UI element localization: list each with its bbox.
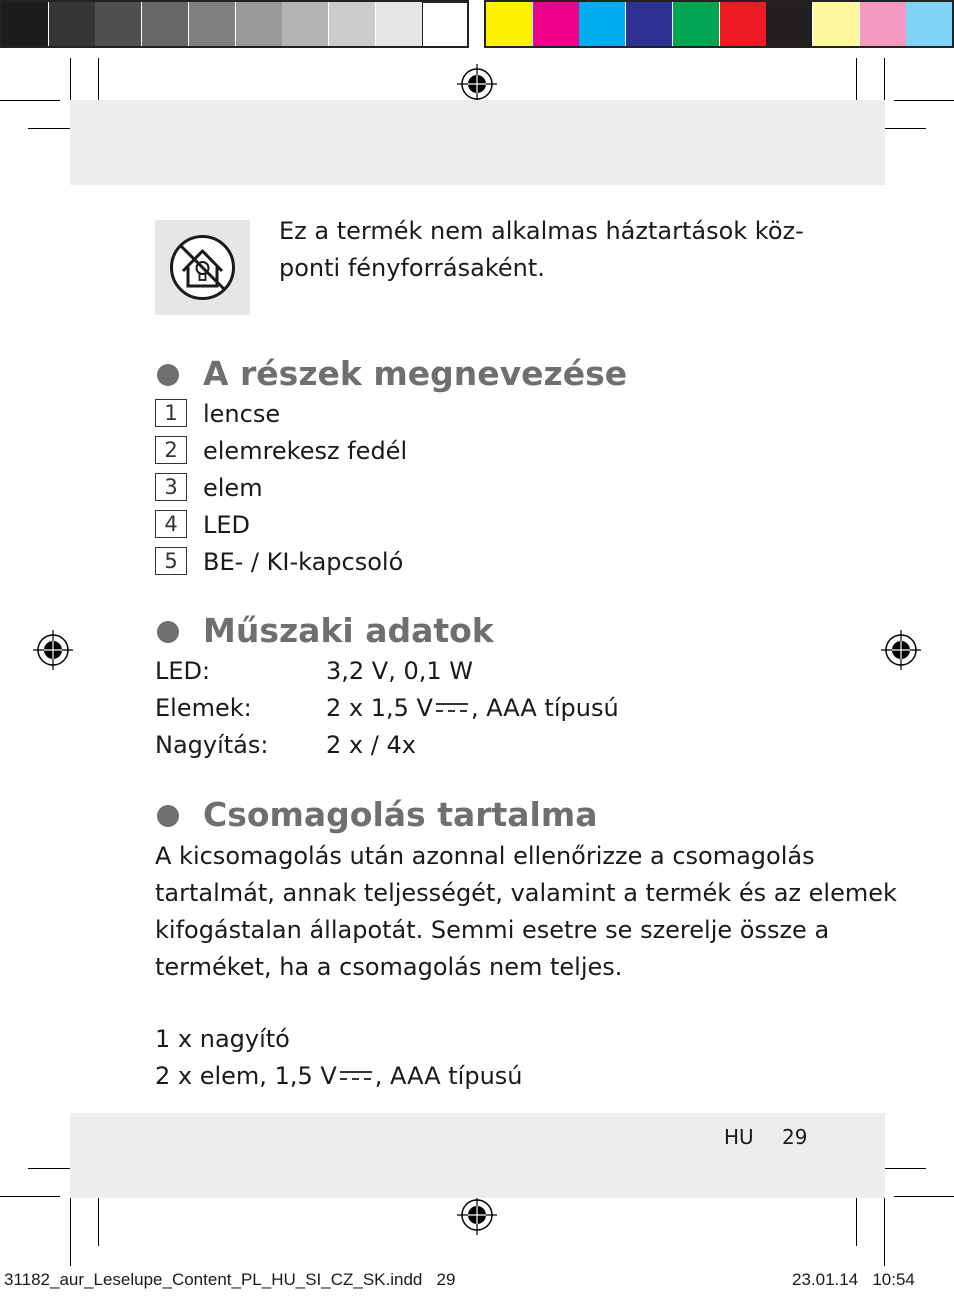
warning-icon-box — [155, 220, 250, 315]
process-swatch — [579, 2, 625, 47]
spec-value: 3,2 V, 0,1 W — [326, 657, 473, 685]
gray-swatch — [2, 2, 49, 47]
gray-swatch — [282, 2, 329, 47]
spec-label: Elemek: — [155, 694, 252, 722]
registration-mark-top — [457, 64, 497, 104]
package-content-item — [155, 1058, 523, 1095]
content-item-text: 2 x elem, 1,5 V — [155, 1062, 337, 1090]
process-swatch — [906, 2, 952, 47]
warning-text-line: Ez a termék nem alkalmas háztartások köz- — [279, 217, 804, 245]
spec-label: Nagyítás: — [155, 731, 269, 759]
part-label: elem — [203, 474, 263, 502]
slug-filename: 31182_aur_Leselupe_Content_PL_HU_SI_CZ_SK.indd 29 — [4, 1270, 456, 1289]
dc-symbol-icon — [435, 701, 469, 713]
part-number: 4 — [155, 510, 187, 538]
process-swatch — [626, 2, 672, 47]
process-swatch — [813, 2, 859, 47]
part-number: 3 — [155, 473, 187, 501]
paragraph-line: A kicsomagolás után azonnal ellenőrizze a csomagolás — [155, 842, 815, 870]
gray-swatch — [422, 2, 469, 47]
part-number: 1 — [155, 399, 187, 427]
package-heading: Csomagolás tartalma — [203, 795, 598, 834]
dc-symbol-icon — [339, 1069, 373, 1081]
spec-value: 2 x / 4x — [326, 731, 416, 759]
page-footer — [724, 1125, 808, 1149]
gray-swatch — [189, 2, 236, 47]
warning-text — [279, 213, 804, 287]
warning-text-line: ponti fényforrásaként. — [279, 254, 545, 282]
language-code: HU — [724, 1125, 754, 1149]
part-number: 5 — [155, 547, 187, 575]
paragraph-line: tartalmát, annak teljességét, valamint a termék és az elemek — [155, 879, 897, 907]
package-content-item: 1 x nagyító — [155, 1025, 290, 1053]
process-swatch — [673, 2, 719, 47]
registration-mark-right — [881, 630, 921, 670]
part-label: elemrekesz fedél — [203, 437, 408, 465]
gray-swatch — [376, 2, 423, 47]
part-label: lencse — [203, 400, 281, 428]
gray-swatch — [236, 2, 283, 47]
header-band — [70, 100, 885, 185]
registration-mark-bottom — [457, 1195, 497, 1235]
gray-swatch — [142, 2, 189, 47]
section-bullet — [157, 621, 179, 643]
spec-value-voltage: 2 x 1,5 V — [326, 694, 433, 722]
specs-heading: Műszaki adatok — [203, 611, 494, 650]
process-swatch — [720, 2, 766, 47]
package-paragraph — [155, 838, 897, 986]
no-household-lighting-icon — [155, 220, 250, 315]
paragraph-line: kifogástalan állapotát. Semmi esetre se szerelje össze a — [155, 916, 830, 944]
process-swatch — [860, 2, 906, 47]
slug-timestamp: 23.01.14 10:54 — [792, 1270, 915, 1289]
process-swatch — [533, 2, 579, 47]
process-swatch — [486, 2, 532, 47]
page-number: 29 — [782, 1125, 808, 1149]
gray-swatch — [49, 2, 96, 47]
spec-label: LED: — [155, 657, 211, 685]
part-number: 2 — [155, 436, 187, 464]
registration-mark-left — [33, 630, 73, 670]
paragraph-line: terméket, ha a csomagolás nem teljes. — [155, 953, 623, 981]
parts-heading: A részek megnevezése — [203, 354, 628, 393]
part-label: BE- / KI-kapcsoló — [203, 548, 404, 576]
content-item-type: , AAA típusú — [374, 1062, 523, 1090]
section-bullet — [157, 364, 179, 386]
part-label: LED — [203, 511, 251, 539]
gray-swatch — [329, 2, 376, 47]
spec-value — [326, 690, 619, 727]
gray-swatch — [95, 2, 142, 47]
section-bullet — [157, 805, 179, 827]
process-swatch — [766, 2, 812, 47]
spec-value-type: , AAA típusú — [470, 694, 619, 722]
